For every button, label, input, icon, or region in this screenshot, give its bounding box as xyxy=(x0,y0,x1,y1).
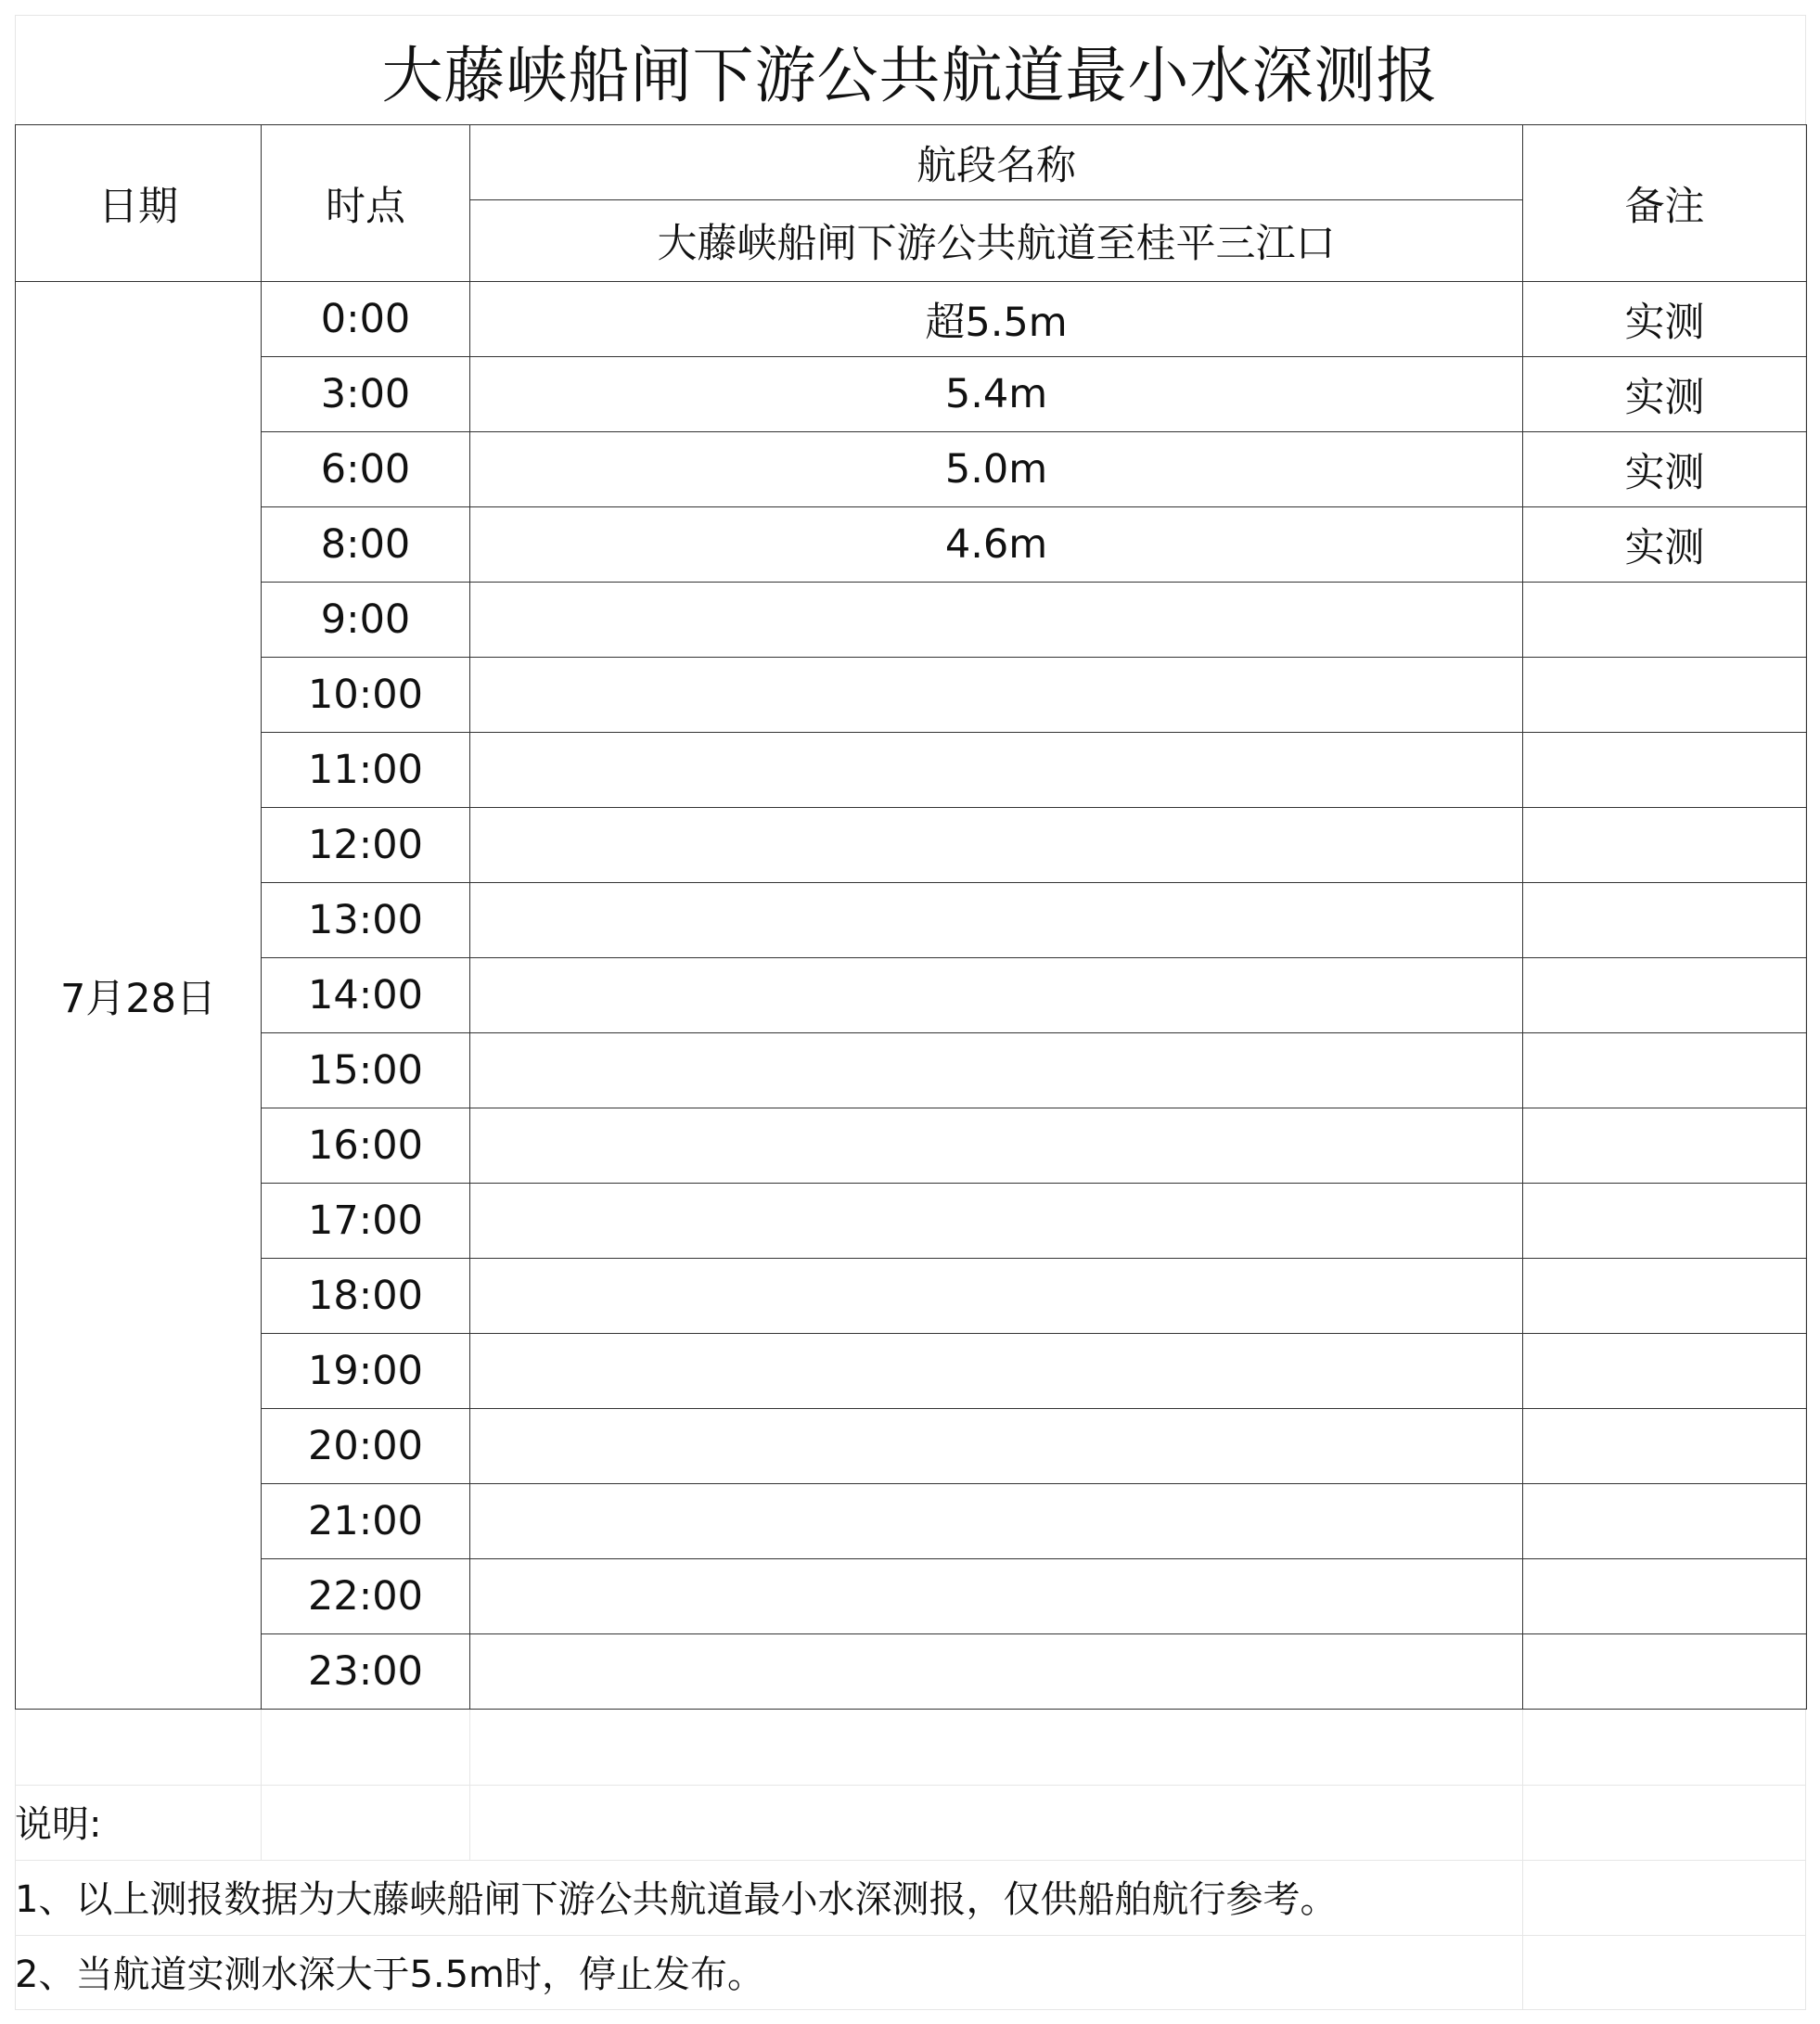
remark-cell xyxy=(1523,658,1807,733)
table-row xyxy=(16,583,1807,658)
time-cell: 23:00 xyxy=(262,1634,470,1710)
table-row xyxy=(16,1334,1807,1409)
remark-cell xyxy=(1523,883,1807,958)
time-cell: 15:00 xyxy=(262,1033,470,1108)
table-row xyxy=(16,733,1807,808)
remark-cell xyxy=(1523,583,1807,658)
table-row xyxy=(16,1033,1807,1108)
time-cell: 0:00 xyxy=(262,282,470,357)
table-row xyxy=(16,282,1807,357)
time-cell: 13:00 xyxy=(262,883,470,958)
table-row xyxy=(16,357,1807,432)
depth-cell xyxy=(470,1259,1523,1334)
notes-heading: 说明: xyxy=(15,1803,102,1846)
depth-cell xyxy=(470,733,1523,808)
remark-cell: 实测 xyxy=(1523,357,1807,432)
depth-cell xyxy=(470,658,1523,733)
remark-cell: 实测 xyxy=(1523,432,1807,507)
depth-cell xyxy=(470,1033,1523,1108)
remark-cell xyxy=(1523,733,1807,808)
depth-report-table xyxy=(15,124,1807,1710)
header-row xyxy=(16,125,1807,200)
date-header: 日期 xyxy=(16,125,262,282)
time-cell: 19:00 xyxy=(262,1334,470,1409)
remark-cell: 实测 xyxy=(1523,507,1807,583)
time-cell: 16:00 xyxy=(262,1108,470,1184)
remark-cell xyxy=(1523,1033,1807,1108)
depth-cell xyxy=(470,883,1523,958)
depth-cell: 5.4m xyxy=(470,357,1523,432)
grid-line xyxy=(15,1935,1806,1936)
table-row xyxy=(16,507,1807,583)
note-line: 1、以上测报数据为大藤峡船闸下游公共航道最小水深测报，仅供船舶航行参考。 xyxy=(15,1878,1338,1921)
remark-cell xyxy=(1523,1259,1807,1334)
grid-line xyxy=(15,2009,1806,2010)
time-cell: 21:00 xyxy=(262,1484,470,1559)
remark-cell xyxy=(1523,1108,1807,1184)
remark-header: 备注 xyxy=(1523,125,1807,282)
table-row xyxy=(16,958,1807,1033)
depth-cell: 超5.5m xyxy=(470,282,1523,357)
table-row xyxy=(16,1108,1807,1184)
time-cell: 10:00 xyxy=(262,658,470,733)
table-row xyxy=(16,1259,1807,1334)
grid-line xyxy=(15,1860,1806,1861)
depth-cell xyxy=(470,1184,1523,1259)
depth-cell: 5.0m xyxy=(470,432,1523,507)
table-row xyxy=(16,1559,1807,1634)
depth-cell: 4.6m xyxy=(470,507,1523,583)
remark-cell xyxy=(1523,1184,1807,1259)
depth-cell xyxy=(470,808,1523,883)
depth-cell xyxy=(470,1108,1523,1184)
remark-cell xyxy=(1523,1484,1807,1559)
depth-cell xyxy=(470,958,1523,1033)
time-cell: 18:00 xyxy=(262,1259,470,1334)
table-row xyxy=(16,1409,1807,1484)
page-title: 大藤峡船闸下游公共航道最小水深测报 xyxy=(381,39,1439,111)
remark-cell xyxy=(1523,808,1807,883)
remark-cell: 实测 xyxy=(1523,282,1807,357)
depth-cell xyxy=(470,583,1523,658)
depth-cell xyxy=(470,1559,1523,1634)
remark-cell xyxy=(1523,1559,1807,1634)
section-header: 航段名称 xyxy=(470,125,1523,200)
grid-line xyxy=(15,1785,1806,1786)
remark-cell xyxy=(1523,1334,1807,1409)
time-cell: 22:00 xyxy=(262,1559,470,1634)
time-cell: 11:00 xyxy=(262,733,470,808)
table-row xyxy=(16,1184,1807,1259)
time-cell: 9:00 xyxy=(262,583,470,658)
time-cell: 17:00 xyxy=(262,1184,470,1259)
time-cell: 12:00 xyxy=(262,808,470,883)
table-row xyxy=(16,432,1807,507)
depth-cell xyxy=(470,1484,1523,1559)
table-row xyxy=(16,1634,1807,1710)
note-line: 2、当航道实测水深大于5.5m时，停止发布。 xyxy=(15,1954,765,1996)
date-cell: 7月28日 xyxy=(16,282,262,1710)
time-cell: 3:00 xyxy=(262,357,470,432)
table-row xyxy=(16,883,1807,958)
table-row xyxy=(16,658,1807,733)
remark-cell xyxy=(1523,1409,1807,1484)
time-header: 时点 xyxy=(262,125,470,282)
section-name: 大藤峡船闸下游公共航道至桂平三江口 xyxy=(470,200,1523,282)
time-cell: 6:00 xyxy=(262,432,470,507)
remark-cell xyxy=(1523,958,1807,1033)
depth-cell xyxy=(470,1334,1523,1409)
time-cell: 8:00 xyxy=(262,507,470,583)
time-cell: 20:00 xyxy=(262,1409,470,1484)
table-row xyxy=(16,808,1807,883)
time-cell: 14:00 xyxy=(262,958,470,1033)
remark-cell xyxy=(1523,1634,1807,1710)
depth-cell xyxy=(470,1409,1523,1484)
table-row xyxy=(16,1484,1807,1559)
depth-cell xyxy=(470,1634,1523,1710)
